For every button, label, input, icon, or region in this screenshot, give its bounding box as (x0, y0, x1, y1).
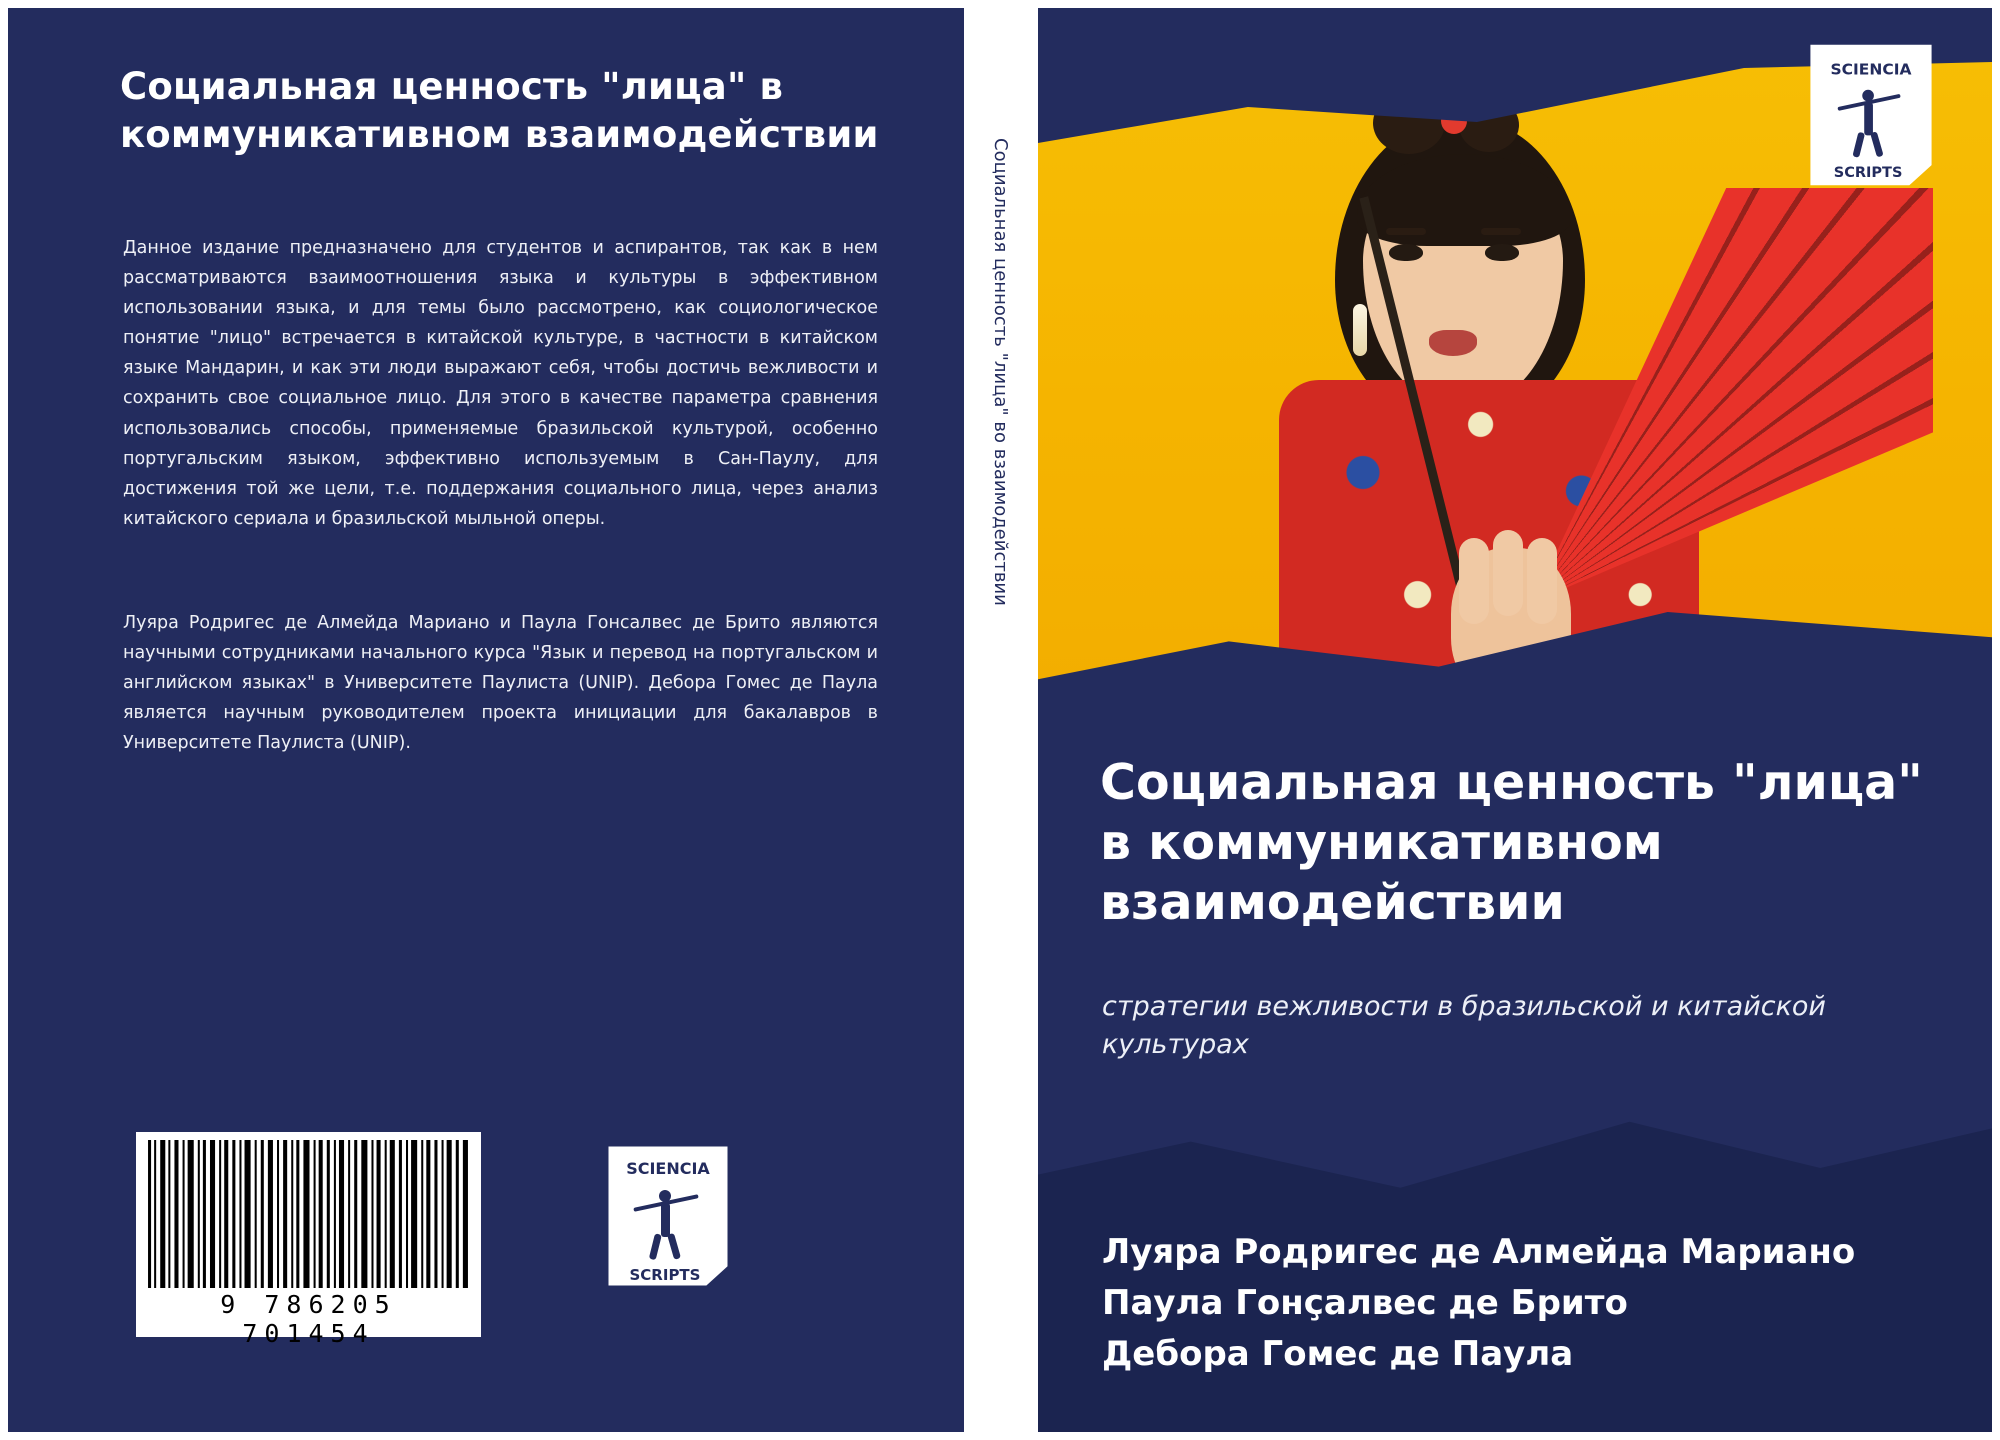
finger-3 (1527, 538, 1557, 624)
author-name: Паула Гонçалвес де Брито (1102, 1283, 1628, 1323)
isbn-barcode (136, 1132, 481, 1348)
author-name: Дебора Гомес де Паула (1102, 1334, 1574, 1374)
earring (1353, 304, 1367, 356)
spine-title: Социальная ценность "лица" во взаимодействии (990, 138, 1012, 606)
svg-text:SCIENCIA: SCIENCIA (626, 1159, 710, 1178)
svg-text:SCIENCIA: SCIENCIA (1830, 60, 1912, 79)
sciencia-scripts-logo-icon (603, 1141, 733, 1291)
front-cover-subtitle: стратегии вежливости в бразильской и китайской культурах (1102, 991, 1826, 1061)
back-cover-author-bio: Луяра Родригес де Алмейда Мариано и Паула Гонсалвес де Брито являются научными сотрудниками начального курса "Язык и перевод на португальском и английском языках" в Университете Паулиста (UNIP). Дебора Гомес де Паула является научным руководителем проекта инициации для бакалавров в Университете Паулиста (UNIP). (123, 613, 878, 754)
author-name: Луяра Родригес де Алмейда Мариано (1102, 1232, 1856, 1272)
finger-1 (1459, 538, 1489, 624)
front-cover-title: Социальная ценность "лица" в коммуникативном взаимодействии (1100, 754, 1923, 931)
back-cover-blurb: Данное издание предназначено для студентов и аспирантов, так как в нем рассматриваются взаимоотношения языка и культуры в эффективном использовании языка, и для темы было рассмотрено, как социологическое понятие "лицо" встречается в китайской культуре, в частности в китайском языке Мандарин, и как эти люди выражают себя, чтобы достичь вежливости и сохранить свое социальное лицо. Для этого в качестве параметра сравнения использовались способы, применяемые бразильской культурой, особенно португальским языком, эффективно используемым в Сан-Паулу, для достижения той же цели, т.е. поддержания социального лица, через анализ китайского сериала и бразильской мыльной оперы. (123, 238, 878, 529)
barcode-bars-icon (146, 1140, 471, 1288)
svg-text:SCRIPTS: SCRIPTS (1833, 165, 1903, 182)
finger-2 (1493, 530, 1523, 616)
svg-text:SCRIPTS: SCRIPTS (629, 1266, 701, 1284)
publisher-logo-front (1808, 42, 1934, 188)
front-cover-authors (1102, 1227, 1962, 1380)
back-cover (8, 8, 964, 1432)
publisher-logo-back (603, 1141, 733, 1291)
sciencia-scripts-logo-icon (1808, 42, 1934, 188)
isbn-digits: 9 786205 701454 (220, 1290, 397, 1348)
book-spine (964, 8, 1038, 1432)
back-cover-title: Социальная ценность "лица" в коммуникативном взаимодействии (120, 65, 879, 157)
front-cover (1038, 8, 1992, 1432)
